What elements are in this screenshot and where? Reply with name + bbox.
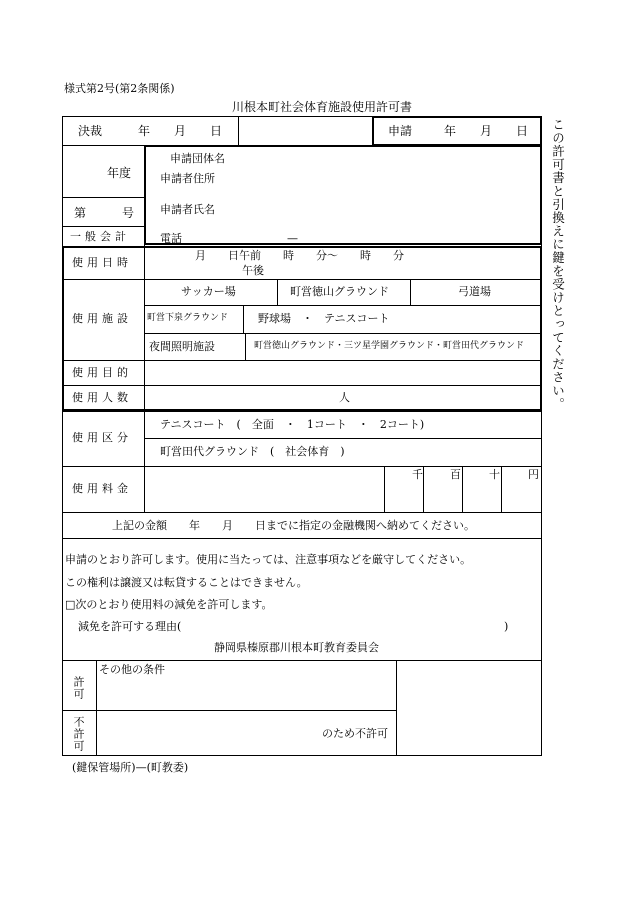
permission-line2: この権利は譲渡又は転貸することはできません。 <box>65 576 308 589</box>
reduction-reason-label: 減免を許可する理由( <box>78 620 182 633</box>
document-title: 川根本町社会体育施設使用許可書 <box>232 100 413 114</box>
deny-label: 不許可 <box>72 716 85 752</box>
fee-unit-yen: 円 <box>528 468 539 481</box>
facilities-label: 使用施設 <box>72 312 132 325</box>
org-label: 申請団体名 <box>170 152 225 165</box>
usage-datetime-line2: 午後 <box>242 264 264 277</box>
people-unit: 人 <box>339 391 350 404</box>
fee-unit-thousand: 千 <box>412 468 423 481</box>
people-label: 使用人数 <box>72 391 132 404</box>
number-label: 第 号 <box>74 206 135 220</box>
reduction-reason-close: ) <box>504 620 509 633</box>
key-storage-note: (鍵保管場所)—(町教委) <box>72 761 189 774</box>
side-note: この許可書と引換えに鍵を受けとってください。 <box>550 118 566 411</box>
facility-baseball-tennis: 野球場 ・ テニスコート <box>258 312 390 325</box>
permission-line1: 申請のとおり許可します。使用に当たっては、注意事項などを厳守してください。 <box>65 553 472 566</box>
other-conditions-label: その他の条件 <box>99 663 165 676</box>
purpose-label: 使用目的 <box>72 366 132 379</box>
issuing-authority: 静岡県榛原郡川根本町教育委員会 <box>214 641 379 654</box>
payment-instruction: 上記の金額 年 月 日までに指定の金融機関へ納めてください。 <box>112 519 475 532</box>
usage-box <box>62 246 542 411</box>
application-date: 年 月 日 <box>444 124 529 138</box>
fee-unit-hundred: 百 <box>450 468 461 481</box>
deny-text: のため不許可 <box>322 727 388 740</box>
account-label: 一般会計 <box>70 230 130 243</box>
year-label: 年度 <box>107 166 132 180</box>
usage-datetime-label: 使用日時 <box>72 256 132 269</box>
name-label: 申請者氏名 <box>160 203 215 216</box>
decision-label: 決裁 <box>78 124 103 138</box>
application-label: 申請 <box>388 124 413 138</box>
phone-label: 電話 <box>160 232 182 245</box>
phone-dash: — <box>287 232 298 245</box>
facility-tokuyama: 町営徳山グラウンド <box>290 285 389 298</box>
usage-datetime-line1: 月 日午前 時 分〜 時 分 <box>195 249 404 262</box>
fee-unit-ten: 十 <box>489 468 500 481</box>
facility-night-lights: 夜間照明施設 <box>149 340 215 353</box>
category-tennis: テニスコート ( 全面 ・ 1コート ・ 2コート) <box>160 418 425 431</box>
facility-night-grounds: 町営徳山グラウンド・三ツ星学園グラウンド・町営田代グラウンド <box>254 341 525 351</box>
category-label: 使用区分 <box>72 431 132 444</box>
facility-shimoizumi: 町営下泉グラウンド <box>147 313 229 323</box>
facility-kyudo: 弓道場 <box>458 285 491 298</box>
form-number: 様式第2号(第2条関係) <box>64 82 175 95</box>
category-tashiro: 町営田代グラウンド ( 社会体育 ) <box>160 445 345 458</box>
facility-soccer: サッカー場 <box>181 285 236 298</box>
permit-label: 許可 <box>72 676 85 700</box>
fee-label: 使用料金 <box>72 482 132 495</box>
permission-line3: □次のとおり使用料の減免を許可します。 <box>65 598 273 611</box>
address-label: 申請者住所 <box>160 172 215 185</box>
decision-date: 年 月 日 <box>138 124 223 138</box>
